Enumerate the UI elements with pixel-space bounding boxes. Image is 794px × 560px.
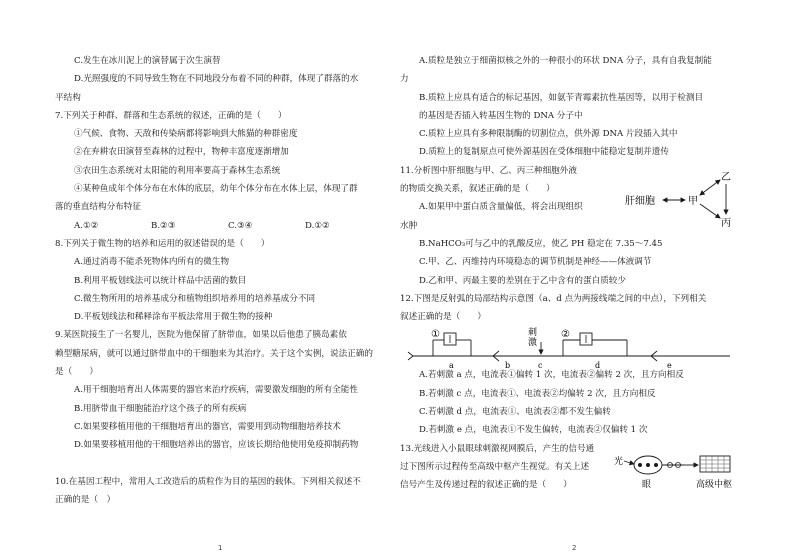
q13-stem-2: 过下图所示过程传至高级中枢产生视觉。有关上述 bbox=[400, 461, 590, 472]
q7-option-d: D.①② bbox=[305, 220, 330, 231]
q7-statement-3: ③农田生态系统对太阳能的利用率要高于森林生态系统 bbox=[74, 165, 281, 176]
q8-option-d: D.平板划线法和稀释涂布平板法常用于微生物的接种 bbox=[74, 312, 273, 323]
q10-option-b: B.质粒上应具有适合的标记基因，如氨苄青霉素抗性基因等，以用于检测目 bbox=[419, 92, 704, 103]
q11-stem-2: 的物质交换关系，叙述正确的是（ ） bbox=[400, 184, 555, 195]
q12-meter2-label: ② bbox=[561, 329, 570, 340]
q12-option-c: C.若刺激 d 点，电流表①、电流表②都不发生偏转 bbox=[419, 407, 611, 418]
q11-option-a-cont: 水肿 bbox=[400, 220, 418, 231]
q12-meter1-label: ① bbox=[431, 329, 440, 340]
q13-eye-label: 眼 bbox=[642, 480, 652, 490]
q9-stem-3: 是（ ） bbox=[55, 367, 98, 378]
q11-option-d: D.乙和甲、丙最主要的差别在于乙中含有的蛋白质较少 bbox=[419, 275, 626, 286]
q7-option-c: C.③④ bbox=[228, 220, 253, 231]
q12-point-c: c bbox=[538, 361, 543, 370]
q13-light-label: 光 bbox=[614, 457, 624, 467]
q10-stem-2: 正确的是（ ） bbox=[55, 495, 116, 506]
q7-statement-2: ②在弃耕农田演替至森林的过程中，物种丰富度逐渐增加 bbox=[74, 147, 289, 158]
q11-option-b: B.NaHCO₃可与乙中的乳酸反应，使乙 PH 稳定在 7.35～7.45 bbox=[419, 238, 663, 249]
q11-option-a: A.如果甲中蛋白质含量偏低，将会出现组织 bbox=[419, 202, 583, 213]
q12-point-b: b bbox=[505, 361, 511, 370]
q12-stim-top: 刺 bbox=[528, 328, 538, 338]
q6-option-d: D.光照强度的不同导致生物在不同地段分布着不同的种群，体现了群落的水 bbox=[74, 74, 359, 85]
q11-liver-label: 肝细胞 bbox=[625, 196, 655, 207]
q9-stem-2: 赖型糖尿病，就可以通过脐带血中的干细胞来为其治疗。关于这个实例，说法正确的 bbox=[55, 348, 373, 359]
q11-stem-1: 11.分析图中肝细胞与甲、乙、丙三种细胞外液 bbox=[400, 165, 577, 176]
q13-stem-3: 信号产生及传递过程的叙述正确的是（ ） bbox=[400, 480, 572, 491]
page-number-right: 2 bbox=[572, 544, 577, 552]
q13-light-arrow bbox=[624, 461, 634, 464]
q7-stem: 7.下列关于种群、群落和生态系统的叙述，正确的是（ ） bbox=[55, 110, 287, 121]
left-column bbox=[55, 52, 385, 509]
q6-option-d-cont: 平结构 bbox=[55, 92, 81, 103]
q12-option-d: D.若刺激 e 点，电流表①不发生偏转，电流表②仅偏转 1 次 bbox=[419, 425, 648, 436]
q7-option-b: B.②③ bbox=[151, 220, 176, 231]
q9-option-c: C.如果要移植用他的干细胞培育出的器官，需要用到动物细胞培养技术 bbox=[74, 421, 341, 432]
q9-option-d: D.如果要移植用他的干细胞培养出的器官，应该长期给他使用免疫抑制药物 bbox=[74, 440, 359, 451]
q10-option-a: A.质粒是独立于细菌拟核之外的一种很小的环状 DNA 分子，具有自我复制能 bbox=[419, 56, 712, 66]
q6-option-c: C.发生在冰川泥上的演替属于次生演替 bbox=[74, 56, 221, 66]
q11-diagram bbox=[625, 168, 735, 230]
q13-diagram bbox=[612, 450, 740, 492]
q12-option-a: A.若刺激 a 点，电流表①偏转 1 次，电流表②偏转 2 次，且方向相反 bbox=[419, 370, 684, 381]
q11-option-c: C.甲、乙、丙维持内环境稳态的调节机制是神经——体液调节 bbox=[419, 257, 652, 268]
q8-option-a: A.通过消毒不能杀死物体内所有的微生物 bbox=[74, 257, 230, 268]
q12-stim-bottom: 激 bbox=[528, 338, 538, 348]
q11-jia-label: 甲 bbox=[688, 196, 698, 207]
q13-center-label: 高级中枢 bbox=[696, 480, 733, 490]
q10-option-a-cont: 力 bbox=[400, 74, 409, 85]
q12-stem-1: 12.下图是反射弧的局部结构示意图（a、d 点为两接线端之间的中点），下列相关 bbox=[400, 293, 707, 304]
q12-option-b: B.若刺激 c 点，电流表①、电流表②均偏转 2 次，且方向相反 bbox=[419, 388, 656, 399]
q7-statement-4: ④某种鱼成年个体分布在水体的底层，幼年个体分布在水体上层，体现了群 bbox=[74, 184, 358, 195]
q11-arrow-jia-bing bbox=[700, 204, 720, 218]
q10-option-d: D.质粒上的复制原点可使外源基因在受体细胞中能稳定复制并遗传 bbox=[419, 147, 669, 158]
q11-bing-label: 丙 bbox=[721, 218, 731, 229]
q12-diagram bbox=[405, 326, 740, 372]
q11-yi-label: 乙 bbox=[721, 172, 731, 183]
page-number-left: 1 bbox=[218, 544, 223, 552]
q9-stem-1: 9.某医院接生了一名婴儿，医院为他保留了脐带血，如果以后他患了胰岛素依 bbox=[55, 330, 347, 341]
q12-point-a: a bbox=[449, 361, 454, 370]
q7-options bbox=[55, 217, 385, 235]
q8-option-b: B.利用平板划线法可以统计样品中活菌的数目 bbox=[74, 275, 247, 286]
q12-stem-2: 叙述正确的是（ ） bbox=[400, 312, 486, 323]
q10-option-c: C.质粒上应具有多种限制酶的切割位点，供外源 DNA 片段插入其中 bbox=[419, 129, 678, 140]
q7-statement-1: ①气候、食物、天敌和传染病都将影响到大熊猫的种群密度 bbox=[74, 129, 298, 140]
q12-point-d: d bbox=[595, 361, 601, 370]
q12-point-e: e bbox=[667, 361, 672, 370]
q9-option-b: B.用脐带血干细胞能治疗这个孩子的所有疾病 bbox=[74, 403, 247, 414]
q8-option-c: C.微生物所用的培养基成分和植物组织培养用的培养基成分不同 bbox=[74, 293, 316, 304]
q12-left-end bbox=[408, 352, 413, 360]
q13-stem-1: 13.光线进入小鼠眼球刺激视网膜后，产生的信号通 bbox=[400, 443, 595, 454]
q7-statement-4-cont: 落的垂直结构分布特征 bbox=[55, 202, 141, 213]
q9-option-a: A.用干细胞培育出人体需要的器官来治疗疾病，需要激发细胞的所有全能性 bbox=[74, 385, 358, 396]
q11-arrow-jia-yi bbox=[700, 180, 720, 195]
q8-stem: 8.下列关于微生物的培养和运用的叙述错误的是（ ） bbox=[55, 238, 270, 249]
q10-stem-1: 10.在基因工程中，常用人工改造后的质粒作为目的基因的载体。下列相关叙述不 bbox=[55, 476, 361, 487]
q10-option-b-cont: 的基因是否插入转基因生物的 DNA 分子中 bbox=[419, 110, 583, 121]
right-column bbox=[400, 52, 740, 495]
q7-option-a: A.①② bbox=[74, 220, 99, 231]
